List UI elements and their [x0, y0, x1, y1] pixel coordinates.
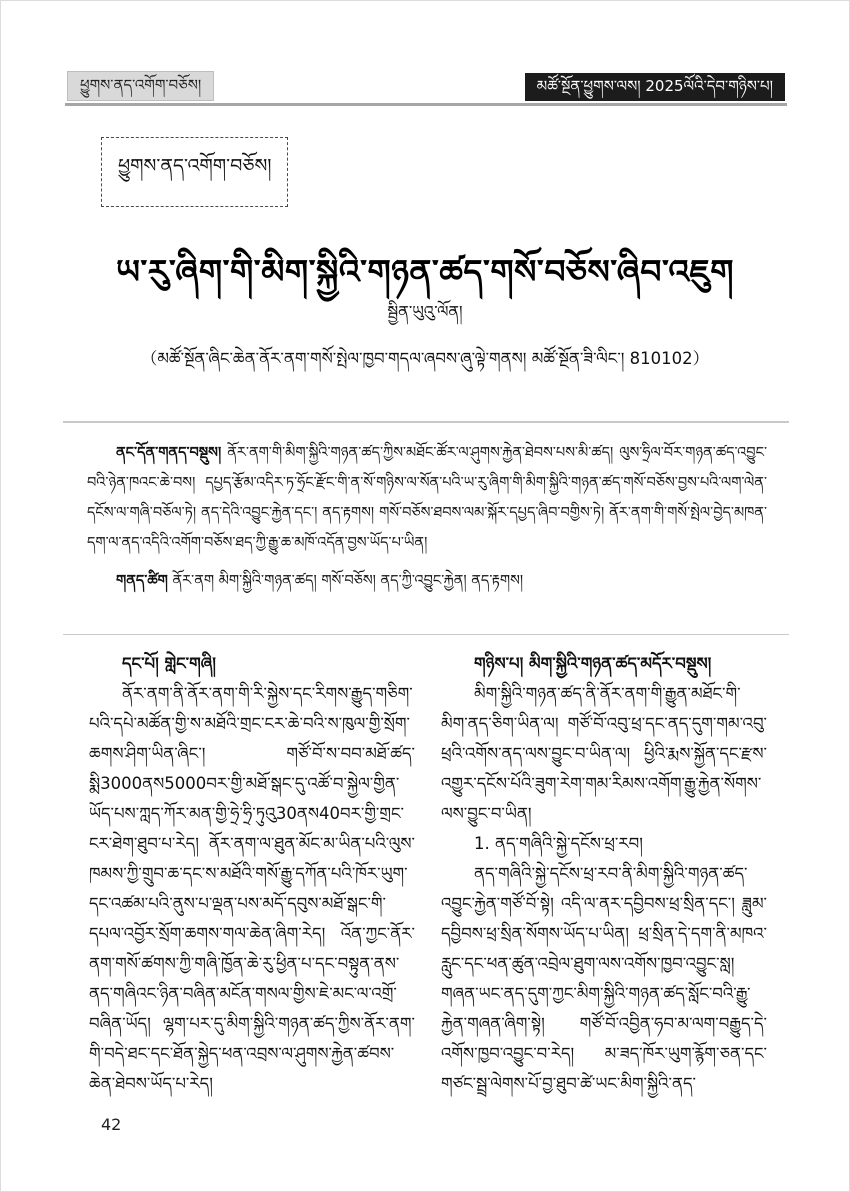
title-divider-rule — [63, 421, 789, 423]
abstract-paragraph — [87, 438, 767, 558]
abstract-label: ནང་དོན་གནད་བསྡུས། — [116, 445, 222, 461]
body-divider-rule — [63, 634, 789, 635]
running-header — [67, 71, 785, 101]
column-tag-box: ཕྱུགས་ནད་འགོག་བཅོས། — [101, 137, 288, 207]
right-column — [441, 649, 767, 1099]
section-1-heading: དང་པོ། གླེང་གཞི། — [122, 654, 216, 673]
keywords-text: ནོར་ནག མིག་སྐྱིའི་གཉན་ཚད། གསོ་བཅོས། ནད་ཀྱི་འབྱུང་རྐྱེན། ནད་རྟགས། — [172, 573, 524, 589]
keywords-line — [87, 567, 767, 595]
left-column — [89, 649, 415, 1099]
header-journal-issue-label: མཚོ་སྔོན་ཕྱུགས་ལས། 2025ལོའི་དེབ་གཉིས་པ། — [525, 73, 785, 101]
article-affiliation: （མཚོ་སྔོན་ཞིང་ཆེན་ནོར་ནག་གསོ་སྤེལ་ཁྱབ་གདལ་ཞབས་ཞུ་ལྟེ་གནས། མཚོ་སྔོན་ཟི་ལིང་། 810102） — [140, 349, 710, 368]
section-2-paragraph-1: མིག་སྐྱིའི་གཉན་ཚད་ནི་ནོར་ནག་གི་རྒྱུན་མཐོང་གི་མིག་ནད་ཅིག་ཡིན་ལ། གཙོ་བོ་འབུ་ཕྲ་དང་ནད་དུག་གམ་འབུ་ཕྲའི་འགོས་ནད་ལས་བྱུང་བ་ཡིན་ལ། ཕྱིའི་རྨས་སྐྱོན་དང་རྫས་འགྱུར་དངོས་པོའི་ཟུག་རེག་གམ་རིམས་འགོག་རྒྱུ་རྐྱེན་སོགས་ལས་བྱུང་བ་ཡིན། — [441, 684, 767, 823]
section-1-paragraph: ནོར་ནག་ནི་ནོར་ནག་གི་རི་སྐྱེས་དང་རིགས་རྒྱུད་གཅིག་པའི་དཔེ་མཚོན་གྱི་ས་མཐོའི་གྲང་ངར་ཆེ་བའི་ས་ཁུལ་གྱི་སྲོག་ཆགས་ཤིག་ཡིན་ཞིང་། གཙོ་བོ་ས་བབ་མཐོ་ཚད་སྨི3000ནས5000བར་གྱི་མཐོ་སྒང་དུ་འཚོ་བ་སྐྱེལ་གྱིན་ཡོད་པས་ཀླད་ཀོར་མན་གྱི་ཧྲེ་ཧྲི་ཏུའུ30ནས40བར་གྱི་གྲང་ངར་ཐེག་ཐུབ་པ་རེད། ནོར་ནག་ལ་ཐུན་མོང་མ་ཡིན་པའི་ལུས་ཁམས་ཀྱི་གྲུབ་ཆ་དང་ས་མཐོའི་གསོ་རྒྱུ་དཀོན་པའི་ཁོར་ཡུག་དང་འཚམ་པའི་ནུས་པ་ལྡན་པས་མདོ་དབུས་མཐོ་སྒང་གི་དཔལ་འབྱོར་སྲོག་ཆགས་གལ་ཆེན་ཞིག་རེད། འོན་ཀྱང་ནོར་ནག་གསོ་ཚགས་ཀྱི་གཞི་ཁྱོན་ཆེ་རུ་ཕྱིན་པ་དང་བསྟུན་ནས་ནད་གཞིའང་ཉིན་བཞིན་མངོན་གསལ་གྱིས་ཇེ་མང་ལ་འགྲོ་བཞིན་ཡོད། ལྷག་པར་དུ་མིག་སྐྱིའི་གཉན་ཚད་ཀྱིས་ནོར་ནག་གི་བདེ་ཐང་དང་ཐོན་སྐྱེད་ཕན་འབྲས་ལ་ཤུགས་རྐྱེན་ཚབས་ཆེན་ཐེབས་ཡོད་པ་རེད། — [89, 684, 415, 1093]
article-title: ཡ་རུ་ཞིག་གི་མིག་སྐྱིའི་གཉན་ཚད་གསོ་བཅོས་ཞིབ་འཇུག — [115, 252, 735, 292]
section-2-paragraph-2: ནད་གཞིའི་སྐྱེ་དངོས་ཕྲ་རབ་ནི་མིག་སྐྱིའི་གཉན་ཚད་འབྱུང་རྐྱེན་གཙོ་བོ་སྟེ། འདི་ལ་ནར་དབྱིབས་ཕྲ་སྲིན་དང་། ཟླུམ་དབྱིབས་ཕྲ་སྲིན་སོགས་ཡོད་པ་ཡིན། ཕྲ་སྲིན་དེ་དག་ནི་མཁའ་རླུང་དང་ཕན་ཚུན་འབྲེལ་ཐུག་ལས་འགོས་ཁྱབ་འབྱུང་སླ། གཞན་ཡང་ནད་དུག་ཀྱང་མིག་སྐྱིའི་གཉན་ཚད་སློང་བའི་རྒྱུ་རྐྱེན་གཞན་ཞིག་སྟེ། གཙོ་བོ་འབྱིན་ཧབ་མ་ལག་བརྒྱུད་དེ་འགོས་ཁྱབ་འབྱུང་བ་རེད། མ་ཟད་ཁོར་ཡུག་རྙོག་ཅན་དང་གཙང་སྦྲ་ལེགས་པོ་བྱ་ཐུབ་ཚེ་ཡང་མིག་སྐྱིའི་ནད་ — [441, 864, 767, 1093]
article-author: སྦྱིན་ཡུའུ་ལོན། — [387, 302, 463, 321]
section-2-heading: གཉིས་པ། མིག་སྐྱིའི་གཉན་ཚད་མདོར་བསྡུས། — [474, 654, 712, 673]
keywords-label: གནད་ཚིག — [116, 573, 168, 589]
header-section-label: ཕྱུགས་ནད་འགོག་བཅོས། — [67, 71, 214, 101]
header-rule — [65, 103, 787, 106]
page-number: 42 — [101, 1115, 122, 1134]
abstract-text: ནོར་ནག་གི་མིག་སྐྱིའི་གཉན་ཚད་ཀྱིས་མཐོང་ཚོར་ལ་ཤུགས་རྐྱེན་ཐེབས་པས་མི་ཚད། ལུས་ཧྲིལ་བོར་གཉན་ཚད་འབྱུང་བའི་ཉེན་ཁའང་ཆེ་བས། དཔྱད་རྩོམ་འདིར་ཏ་ཧྲོང་རྫོང་གི་ན་སོ་གཉིས་ལ་སོན་པའི་ཡ་རུ་ཞིག་གི་མིག་སྐྱིའི་གཉན་ཚད་གསོ་བཅོས་བྱས་པའི་ལག་ལེན་དངོས་ལ་གཞི་བཅོལ་ཏེ། ནད་དེའི་འབྱུང་རྐྱེན་དང་། ནད་རྟགས། གསོ་བཅོས་ཐབས་ལམ་སྐོར་དཔྱད་ཞིབ་བགྱིས་ཏེ། ནོར་ནག་གི་གསོ་སྤེལ་བྱེད་མཁན་དག་ལ་ནད་འདིའི་འགོག་བཅོས་ཐད་ཀྱི་རྒྱུ་ཆ་མཁོ་འདོན་བྱས་ཡོད་པ་ཡིན། — [87, 445, 767, 551]
section-2-1-subheading: 1. ནད་གཞིའི་སྐྱེ་དངོས་ཕྲ་རབ། — [474, 834, 643, 853]
body-columns — [89, 649, 767, 1099]
